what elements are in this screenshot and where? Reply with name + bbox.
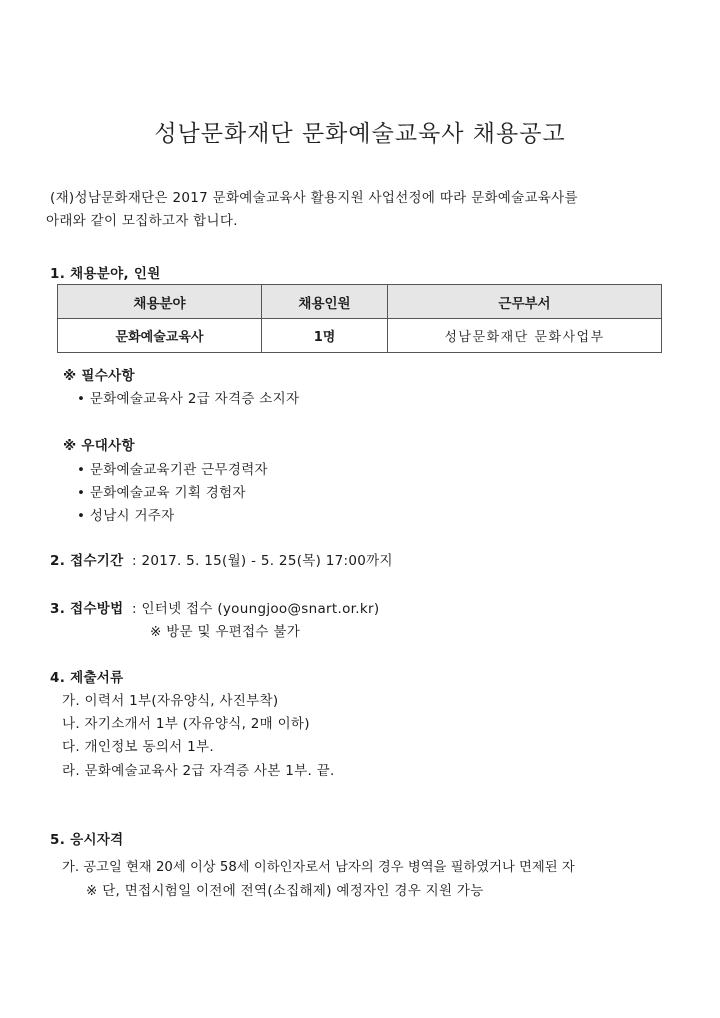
reception-note: ※ 방문 및 우편접수 불가 [150, 624, 301, 640]
reception-method: : 인터넷 접수 (youngjoo@snart.or.kr) [132, 601, 380, 617]
section-4-heading: 4. 제출서류 [50, 670, 124, 686]
table-cell-department: 성남문화재단 문화사업부 [388, 319, 662, 353]
table-header-row [58, 285, 662, 319]
reception-period: : 2017. 5. 15(월) - 5. 25(목) 17:00까지 [132, 553, 393, 569]
table-header-field: 채용분야 [58, 285, 262, 319]
section-1-heading: 1. 채용분야, 인원 [50, 266, 161, 282]
eligibility-item: 가. 공고일 현재 20세 이상 58세 이하인자로서 남자의 경우 병역을 필하였거나 면제된 자 [62, 860, 575, 875]
table-row [58, 319, 662, 353]
table-cell-field: 문화예술교육사 [58, 319, 262, 353]
document-item: 가. 이력서 1부(자유양식, 사진부착) [62, 693, 279, 709]
page-title: 성남문화재단 문화예술교육사 채용공고 [154, 121, 566, 147]
document-item: 나. 자기소개서 1부 (자유양식, 2매 이하) [62, 716, 310, 732]
recruitment-table [57, 284, 662, 353]
table-header-department: 근무부서 [388, 285, 662, 319]
required-heading: ※ 필수사항 [63, 368, 135, 384]
preferred-item: • 성남시 거주자 [77, 508, 175, 524]
document-item: 다. 개인정보 동의서 1부. [62, 739, 214, 755]
document-item: 라. 문화예술교육사 2급 자격증 사본 1부. 끝. [62, 763, 335, 779]
section-2-heading: 2. 접수기간 [50, 553, 124, 569]
preferred-item: • 문화예술교육기관 근무경력자 [77, 462, 268, 478]
table-header-count: 채용인원 [262, 285, 388, 319]
section-3-heading: 3. 접수방법 [50, 601, 124, 617]
intro-line-1: (재)성남문화재단은 2017 문화예술교육사 활용지원 사업선정에 따라 문화예술교육사를 [50, 190, 578, 206]
preferred-item: • 문화예술교육 기획 경험자 [77, 485, 246, 501]
required-item: • 문화예술교육사 2급 자격증 소지자 [77, 391, 300, 407]
preferred-heading: ※ 우대사항 [63, 438, 135, 454]
eligibility-note: ※ 단, 면접시험일 이전에 전역(소집해제) 예정자인 경우 지원 가능 [86, 883, 484, 899]
intro-line-2: 아래와 같이 모집하고자 합니다. [46, 213, 238, 229]
table-cell-count: 1명 [262, 319, 388, 353]
section-5-heading: 5. 응시자격 [50, 832, 124, 848]
